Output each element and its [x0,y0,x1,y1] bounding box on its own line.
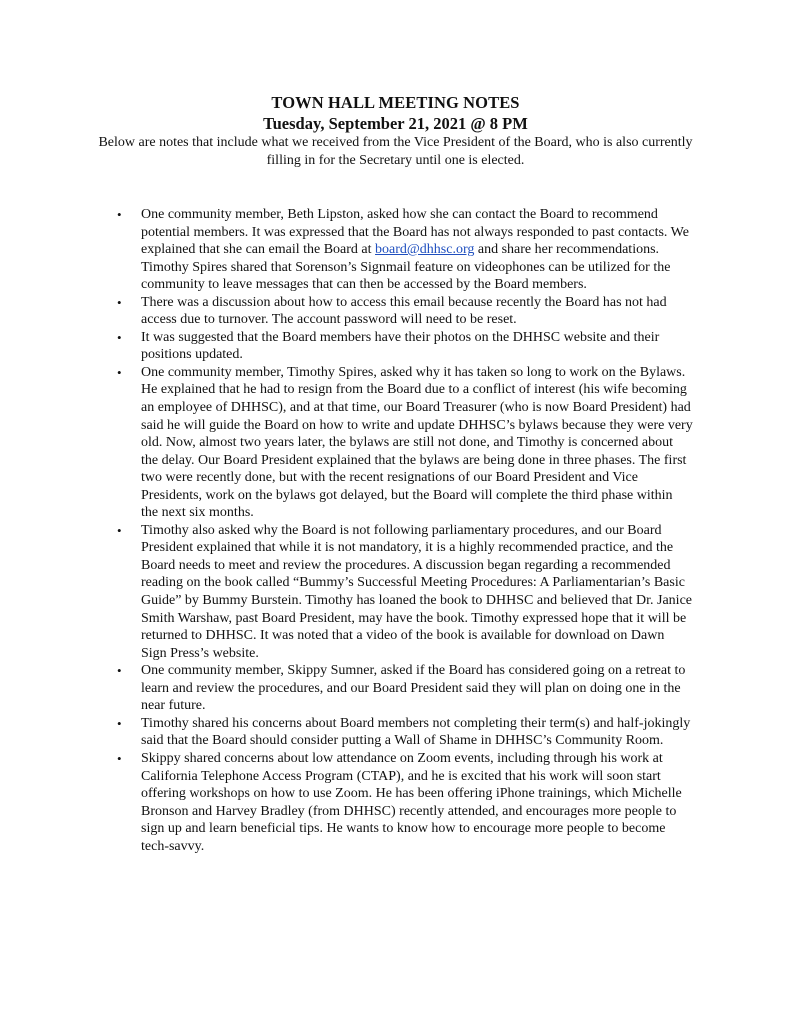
note-text: Timothy shared his concerns about Board members not completing their term(s) and half-jokingly said that the Board should consider putting a Wall of Shame in DHHSC’s Community Room. [141,715,691,749]
notes-list [0,206,791,855]
document-title: TOWN HALL MEETING NOTES [271,93,520,112]
bullet-icon: • [117,364,122,380]
bullet-icon: • [117,329,122,345]
note-text: There was a discussion about how to access this email because recently the Board has not had access due to turnover. The account password will need to be reset. [141,294,667,328]
board-email-link[interactable]: board@dhhsc.org [375,242,475,258]
note-text: One community member, Timothy Spires, asked why it has taken so long to work on the Bylaws. He explained that he had to resign from the Board due to a conflict of interest (his wife becoming an employee of DHHSC), and at that time, our Board Treasurer (who is now Board President) had said he will guide the Board on how to write and update DHHSC’s bylaws because they were very old. Now, almost two years later, the bylaws are still not done, and Timothy is concerned about the delay. Our Board President explained that the bylaws are being done in three phases. The first two were recently done, but with the recent resignations of our Board President and Vice Presidents, work on the bylaws got delayed, but the Board will complete the third phase within the next six months. [141,364,693,521]
bullet-icon: • [117,294,122,310]
note-text: One community member, Skippy Sumner, asked if the Board has considered going on a retreat to learn and review the procedures, and our Board President said they will plan on doing one in the near future. [141,663,686,714]
note-text: and share her recommendations. Timothy Spires shared that Sorenson’s Signmail feature on videophones can be utilized for the community to leave messages that can then be accessed by the Board members. [141,242,671,293]
list-item [0,329,693,364]
list-item [0,715,693,750]
list-item [0,364,693,522]
bullet-icon: • [117,663,122,679]
note-text: Timothy also asked why the Board is not following parliamentary procedures, and our Board President explained that while it is not mandatory, it is a highly recommended practice, and the Board needs to meet and review the procedures. A discussion began regarding a recommended reading on the book called “Bummy’s Successful Meeting Procedures: A Parliamentarian’s Basic Guide” by Bummy Burstein. Timothy has loaned the book to DHHSC and believed that Dr. Janice Smith Warshaw, past Board President, may have the book. Timothy expressed hope that it will be returned to DHHSC. It was noted that a video of the book is available for download on Dawn Sign Press’s website. [141,522,692,661]
bullet-icon: • [117,715,122,731]
note-text: It was suggested that the Board members have their photos on the DHHSC website and their positions updated. [141,329,660,363]
meeting-date: Tuesday, September 21, 2021 @ 8 PM [263,114,528,133]
note-text: One community member, Beth Lipston, asked how she can contact the Board to recommend potential members. It was expressed that the Board has not always responded to past contacts. We explained that she can email the Board at [141,207,689,258]
list-item [0,522,693,662]
list-item [0,662,693,715]
intro-paragraph: Below are notes that include what we received from the Vice President of the Board, who is also currently filling in for the Secretary until one is elected. [98,135,693,168]
bullet-icon: • [117,750,122,766]
bullet-icon: • [117,207,122,222]
bullet-icon: • [117,522,122,538]
note-text: Skippy shared concerns about low attendance on Zoom events, including through his work at California Telephone Access Program (CTAP), and he is excited that his work will soon start offering workshops on how to use Zoom. He has been offering iPhone trainings, which Michelle Bronson and Harvey Bradley (from DHHSC) recently attended, and encourages more people to sign up and learn beneficial tips. He wants to know how to encourage more people to become tech-savvy. [141,750,682,854]
list-item [0,750,693,855]
list-item [0,294,693,329]
list-item [0,206,693,294]
